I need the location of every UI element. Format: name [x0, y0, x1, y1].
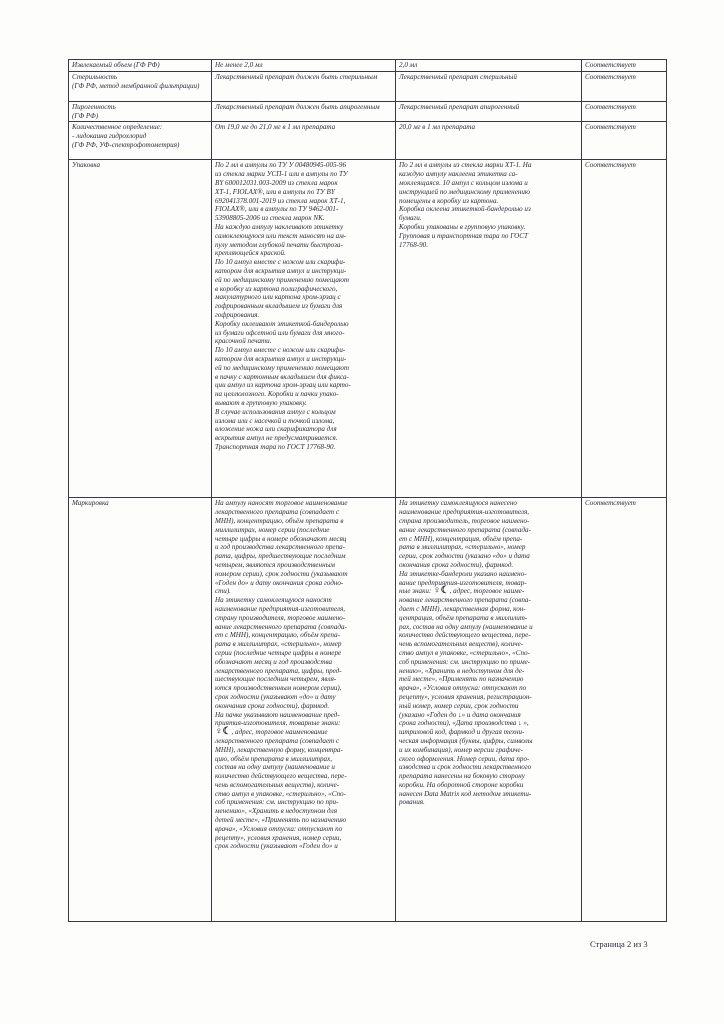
- param-cell: Стерильность (ГФ РФ, метод мембранной фильтрации): [69, 71, 212, 101]
- param-cell: Извлекаемый объем (ГФ РФ): [69, 60, 212, 72]
- result-cell: По 2 мл в ампулы из стекла марки ХТ-1. На каждую ампулу наклеена этикетка са- моклеящаяся. 10 ампул с кольцом излома и инструкцией по медицинскому применению помещены в коробку из картона. Коробка оклеена этикеткой-бандеролью из бумаги. Коробки упакованы в групповую упаковку. Групповая и транспортная тара по ГОСТ 17768-90.: [396, 160, 582, 498]
- result-text-part-a: На этикетку самоклеящуюся нанесено наименование предприятия-изготовителя, страна производитель, торговое наимено- вание лекарственного препарата (совпада- ет с МНН), концентрация, объём препа- рата в миллилитрах, «стерильно», номер серии, срок годности (указано «до» и дата окончания срока годности), фармкод. На этикетке-бандероли указано наимено- вание предприятия-изготовителя, товар- ные знаки:: [399, 499, 531, 596]
- requirement-cell: От 19,0 мг до 21,0 мг в 1 мл препарата: [212, 122, 396, 160]
- conclusion-cell: Соответствует: [582, 60, 667, 72]
- param-cell: Пирогенность (ГФ РФ): [69, 101, 212, 122]
- result-cell: [396, 498, 582, 922]
- result-text-part-b: , адрес, торговое наиме- нование лекарственного препарата (совпа- дает с МНН), лекарственная форма, кон- центрация, объём препарата в миллилит- рах, состав на одну ампулу (наименование и количество действующего вещества, пере- чень вспомогательных веществ), количе- ство ампул в упаковке, «стерильно», «Спо- соб применения: см. инструкцию по приме- нению», «Хранить в недоступном для де- тей месте», «Применять по назначению врача», «Условия отпуска: отпускают по рецепту», условия хранения, регистрацион- ный номер, номер серии, срок годности (указано «Годен до ↓» и дата окончания срока годности), «Дата производства ↓ », штриховой код, фармкод и другая техни- ческая информация (буквы, цифры, символы и их комбинация), номер версии графиче- ского оформления. Номер серии, дата про- изводства и срок годности лекарственного препарата нанесены на боковую сторону коробки. На оборотной стороне коробки нанесен Data Matrix код методом этикети- рования.: [399, 587, 533, 807]
- conclusion-cell: Соответствует: [582, 122, 667, 160]
- trademark-logo-icon: ♀☾: [215, 726, 232, 738]
- requirement-cell: Лекарственный препарат должен быть апирогенным: [212, 101, 396, 122]
- param-cell: Количественное определение: - лидокаина гидрохлорид (ГФ РФ, УФ-спектрофотометрия): [69, 122, 212, 160]
- requirement-cell: Не менее 2,0 мл: [212, 60, 396, 72]
- requirement-text-part-b: , адрес, торговое наименование лекарственного препарата (совпадает с МНН), лекарственную форму, концентра- цию, объём препарата в миллилитрах, состав на одну ампулу (наименование и количество действующего вещества, пере- чень вспомогательных веществ), количе- ство ампул в упаковке, «стерильно», «Спо- соб применения: см. инструкцию по при- менению», «Хранить в недоступном для детей месте», «Применять по назначению врача», «Условия отпуска: отпускают по рецепту», условия хранения, номер серии, срок годности (указывают «Годен до» и: [215, 728, 347, 851]
- specification-table: [68, 59, 667, 922]
- param-cell: Упаковка: [69, 160, 212, 498]
- conclusion-cell: Соответствует: [582, 160, 667, 498]
- requirement-text-part-a: На ампулу наносят торговое наименование лекарственного препарата (совпадает с МНН), концентрацию, объём препарата в миллилитрах, номер серии (последние четыре цифры в номере обозначают месяц и год производства лекарственного препа- рата, цифры, предшествующие последним четырем, являются производственным номером серии), срок годности (указывают «Годен до» и дату окончания срока годно- сти). На этикетку самоклеящуюся наносят наименование предприятия-изготовителя, страну производителя, торговое наимено- вание лекарственного препарата (совпада- ет с МНН), концентрацию, объём препа- рата в миллилитрах, «стерильно», номер серии (последние четыре цифры в номере обозначают месяц и год производства лекарственного препарата, цифры, пред- шествующие последним четырем, явля- ются производственным номером серии), срок годности (указывают «до» и дату окончания срока годности), фармкод. На пачке указывают наименование пред- приятия-изготовителя, товарные знаки:: [215, 499, 348, 728]
- result-cell: Лекарственный препарат стерильный: [396, 71, 582, 101]
- table-row: [69, 498, 667, 922]
- result-cell: 20,0 мг в 1 мл препарата: [396, 122, 582, 160]
- requirement-cell: По 2 мл в ампулы по ТУ У 00480945-005-96 из стекла марки УСП-1 или в ампулы по ТУ BY 600012031.003-2009 из стекла марок ХТ-1, FIOLAX®, или в ампулы по ТУ BY 692041378.001-2019 из стекла марок ХТ-1, FIOLAX®, или в ампулы по ТУ 9462-001- 53908805-2006 из стекла марок NK. На каждую ампулу наклеивают этикетку самоклеющуюся или текст наносят на ам- пулу методом глубокой печати быстроза- крепляющейся краской. По 10 ампул вместе с ножом или скарифи- катором для вскрытия ампул и инструкци- ей по медицинскому применению помещают в коробку из картона полиграфического, макулатурного или картона хром-эрзац с гофрированным вкладышем из бумаги для гофрирования. Коробку оклеивают этикеткой-бандеролью из бумаги офсетной или бумаги для много- красочной печати. По 10 ампул вместе с ножом или скарифи- катором для вскрытия ампул и инструкци- ей по медицинскому применению помещают в пачку с картонным вкладышем для фикса- ции ампул из картона хром-эрзац или карто- на целлюлозного. Коробки и пачки упако- вывают в групповую упаковку. В случае использования ампул с кольцом излома или с насечкой и точкой излома, вложение ножа или скарификатора для вскрытия ампул не предусматривается. Транспортная тара по ГОСТ 17768-90.: [212, 160, 396, 498]
- requirement-text-part-b-block: [215, 728, 392, 851]
- result-cell: Лекарственный препарат апирогенный: [396, 101, 582, 122]
- table-row: [69, 160, 667, 498]
- trademark-logo-icon: ♀☾: [433, 585, 450, 597]
- spec-page: [68, 59, 666, 922]
- requirement-cell: Лекарственный препарат должен быть стерильным: [212, 71, 396, 101]
- conclusion-cell: Соответствует: [582, 101, 667, 122]
- table-row: [69, 60, 667, 72]
- param-cell: Маркировка: [69, 498, 212, 922]
- conclusion-cell: Соответствует: [582, 498, 667, 922]
- table-row: [69, 101, 667, 122]
- result-cell: 2,0 мл: [396, 60, 582, 72]
- table-row: [69, 71, 667, 101]
- table-row: [69, 122, 667, 160]
- conclusion-cell: Соответствует: [582, 71, 667, 101]
- page-number: Страница 2 из 3: [590, 939, 648, 949]
- requirement-cell: [212, 498, 396, 922]
